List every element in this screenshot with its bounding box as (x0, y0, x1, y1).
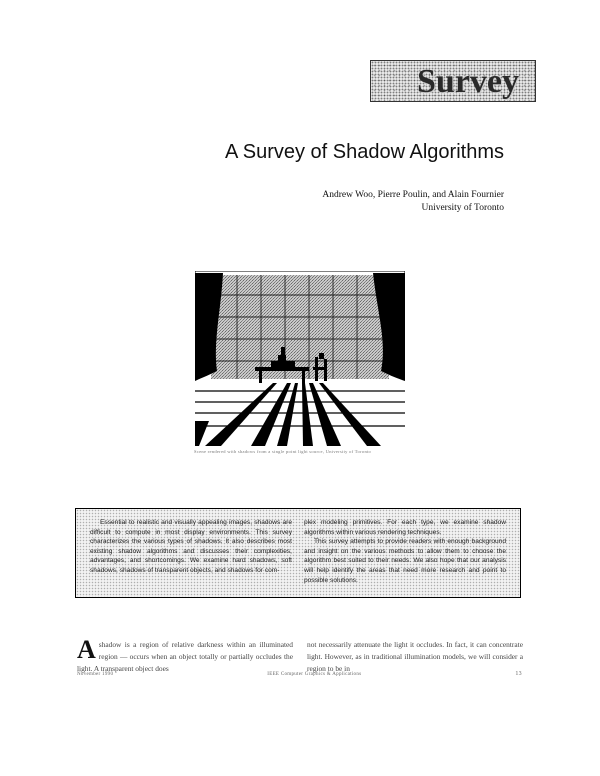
body-column-1 (77, 639, 293, 675)
abstract-box (75, 508, 521, 598)
abstract-paragraph: plex modeling primitives. For each type, we examine shadow algorithms within various rendering techniques. (304, 519, 506, 536)
shadow-scene-figure (195, 271, 405, 446)
body-column-2 (307, 639, 523, 675)
body-paragraph: not necessarily attenuate the light it occludes. In fact, it can concentrate light. However, as in traditional illumination models, we will consider a region to be in (307, 640, 523, 673)
page-number: 13 (515, 671, 522, 677)
abstract-column-1 (90, 518, 292, 591)
article-title: A Survey of Shadow Algorithms (224, 141, 504, 163)
footer-journal: IEEE Computer Graphics & Applications (267, 672, 362, 677)
abstract-paragraph: Essential to realistic and visually appealing images, shadows are difficult to compute in most display environments. This survey characterizes the various types of shadows. It also describes most existing shadow algorithms and discusses their complexities, advantages, and shortcomings. We examine hard shadows, soft shadows, shadows of transparent objects, and shadows for com- (90, 519, 292, 574)
footer-date: November 1990 (77, 672, 114, 677)
abstract-column-2 (304, 518, 506, 591)
section-label: Survey (417, 63, 519, 100)
drop-cap: A (77, 639, 96, 664)
body-text (77, 639, 523, 675)
window-wall (211, 275, 389, 379)
abstract-paragraph: This survey attempts to provide readers with enough background and insight on the various methods to allow them to choose the algorithm best suited to their needs. We also hope that our analysis will help identify the areas that need more research and point to possible solutions. (304, 538, 506, 584)
article-authors: Andrew Woo, Pierre Poulin, and Alain Fournier (322, 190, 504, 200)
section-label-box (370, 60, 536, 102)
author-affiliation: University of Toronto (421, 203, 504, 213)
body-paragraph: shadow is a region of relative darkness within an illuminated region — occurs when an object totally or partially occludes the light. A transparent object does (77, 640, 293, 673)
figure-caption: Scene rendered with shadows from a single point light source, University of Toronto (194, 449, 372, 454)
page-footer (77, 671, 522, 677)
